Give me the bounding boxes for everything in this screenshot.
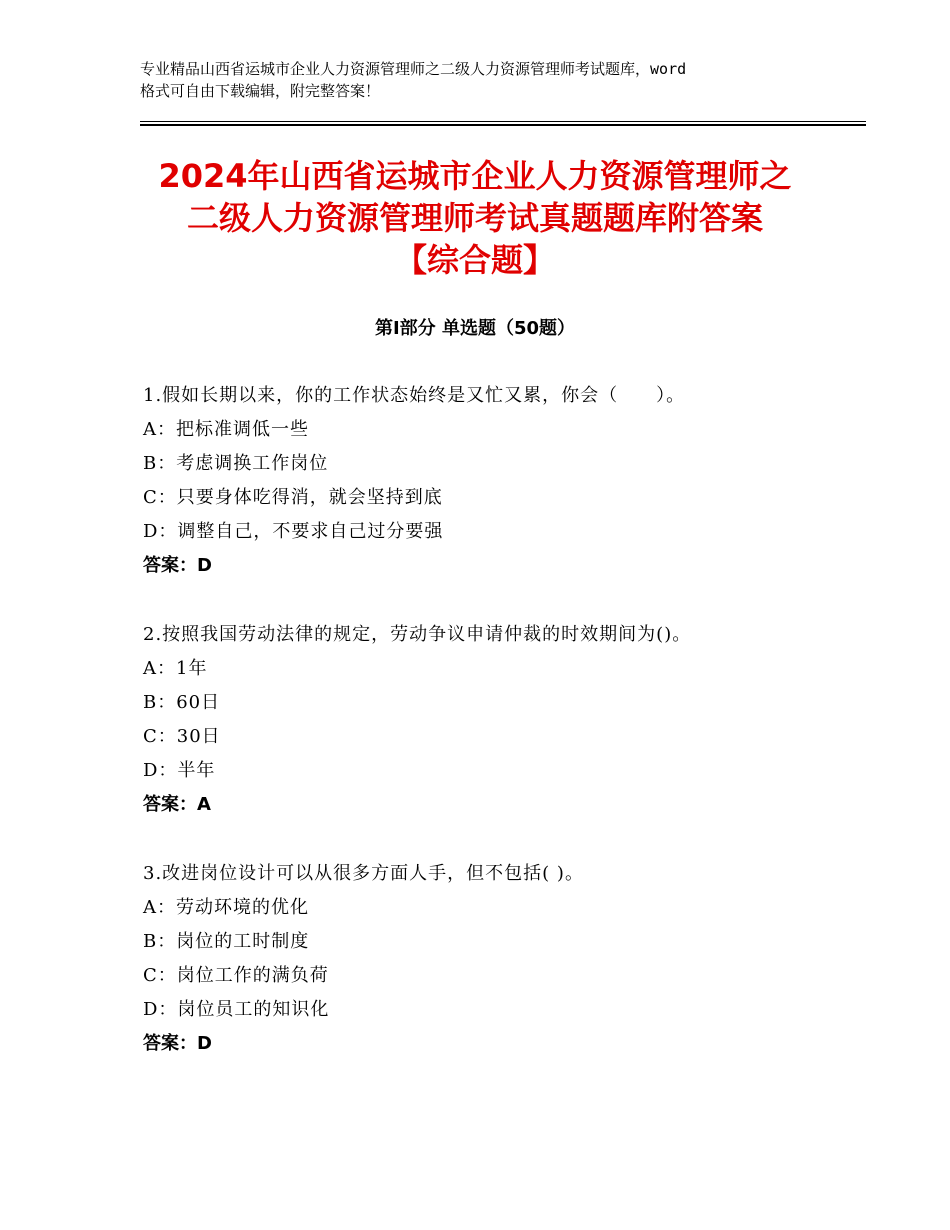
question-option: B：60日 [143, 692, 221, 713]
header-note-line: 格式可自由下载编辑，附完整答案！ [140, 82, 381, 100]
question-answer: 答案：D [143, 1033, 212, 1054]
question-block [143, 379, 863, 583]
question-stem: 3.改进岗位设计可以从很多方面人手，但不包括( )。 [143, 863, 584, 884]
question-answer: 答案：D [143, 555, 212, 576]
header-note-line: 专业精品山西省运城市企业人力资源管理师之二级人力资源管理师考试题库，word [140, 60, 687, 78]
section-title: 第Ⅰ部分 单选题（50题） [374, 318, 575, 339]
question-option: D：调整自己，不要求自己过分要强 [143, 521, 444, 542]
question-option: A：劳动环境的优化 [143, 897, 309, 918]
question-option: A：1年 [143, 658, 208, 679]
header-note [140, 58, 820, 102]
question-option: C：只要身体吃得消，就会坚持到底 [143, 487, 443, 508]
question-option: C：30日 [143, 726, 221, 747]
title-line: 二级人力资源管理师考试真题题库附答案 [186, 199, 763, 237]
title-line: 2024年山西省运城市企业人力资源管理师之 [158, 157, 792, 195]
question-block [143, 857, 863, 1061]
header-divider-thick [140, 124, 866, 126]
question-option: B：考虑调换工作岗位 [143, 453, 329, 474]
question-option: B：岗位的工时制度 [143, 931, 310, 952]
question-option: A：把标准调低一些 [143, 419, 309, 440]
question-option: D：岗位员工的知识化 [143, 999, 330, 1020]
question-option: D：半年 [143, 760, 216, 781]
question-stem: 1.假如长期以来，你的工作状态始终是又忙又累，你会（ ）。 [143, 385, 686, 406]
header-divider-thin [140, 121, 866, 122]
question-stem: 2.按照我国劳动法律的规定，劳动争议申请仲裁的时效期间为()。 [143, 624, 692, 645]
title-line: 【综合题】 [394, 241, 555, 279]
question-option: C：岗位工作的满负荷 [143, 965, 329, 986]
question-answer: 答案：A [143, 794, 211, 815]
document-title [100, 155, 850, 281]
question-block [143, 618, 863, 822]
